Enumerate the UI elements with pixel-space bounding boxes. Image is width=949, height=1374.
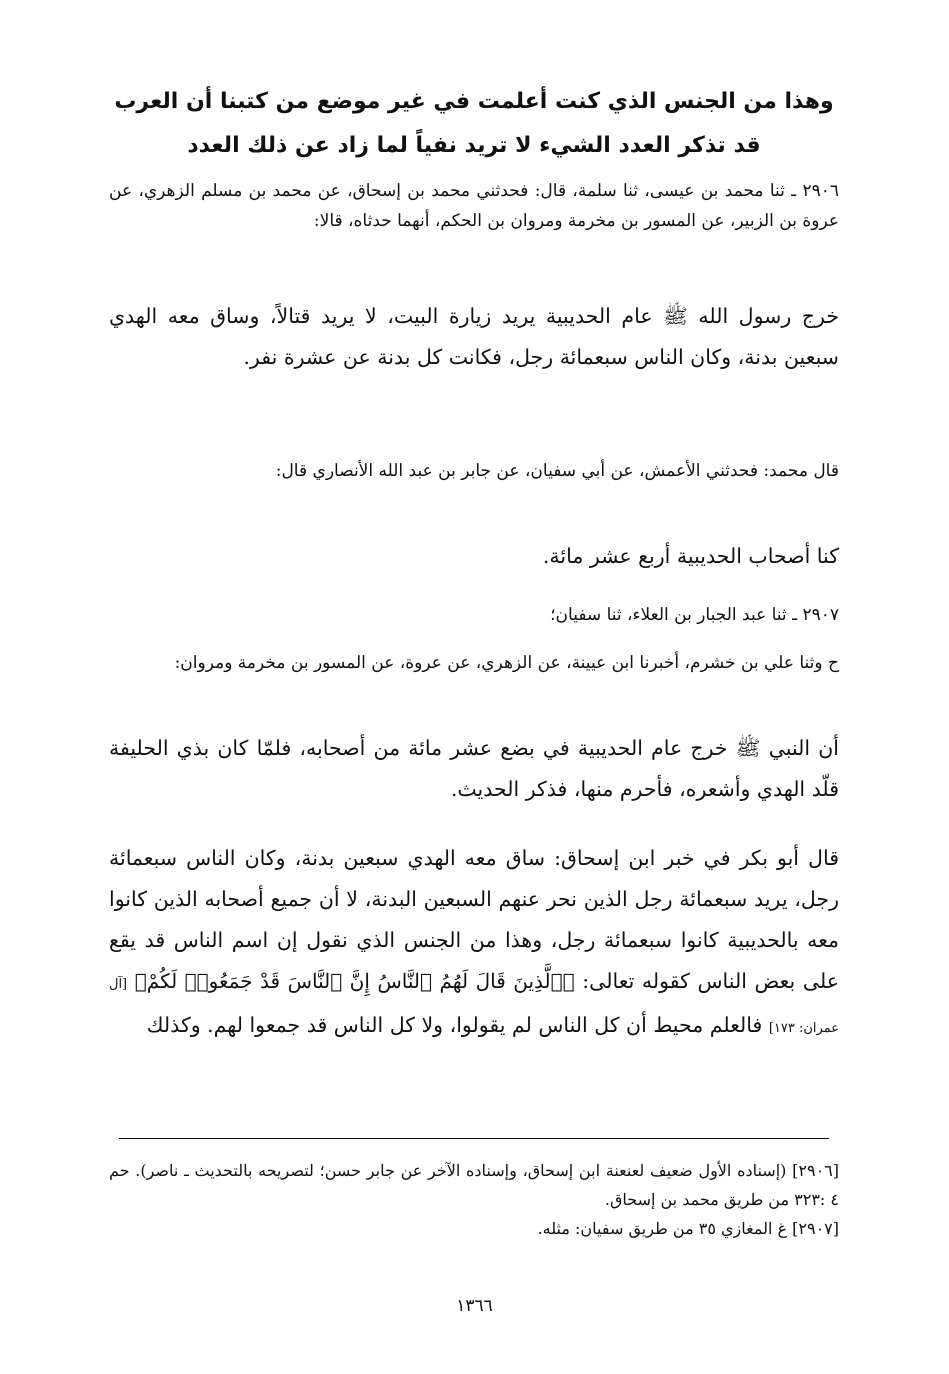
footnote-2907: [٢٩٠٧] غ المغازي ٣٥ من طريق سفيان: مثله. bbox=[537, 1219, 839, 1238]
hadith-2907-matn: أن النبي ﷺ خرج عام الحديبية في بضع عشر مائة من أصحابه، فلمّا كان بذي الحليفة قلّد الهدي وأشعره، فأحرم منها، فذكر الحديث. bbox=[109, 736, 839, 801]
hadith-number: ٢٩٠٦ bbox=[802, 181, 840, 201]
hadith-2906-matn: خرج رسول الله ﷺ عام الحديبية يريد زيارة البيت، لا يريد قتالاً، وساق معه الهدي سبعين بدنة، وكان الناس سبعمائة رجل، فكانت كل بدنة عن عشرة نفر. bbox=[109, 304, 839, 369]
footnote-2906: [٢٩٠٦] (إسناده الأول ضعيف لعنعنة ابن إسحاق، وإسناده الآخر عن جابر حسن؛ لتصريحه بالتحديث ـ ناصر). حم ٤ :٣٢٣ من طريق محمد بن إسحاق. bbox=[109, 1161, 839, 1209]
isnad-text: ـ ثنا محمد بن عيسى، ثنا سلمة، قال: فحدثني محمد بن إسحاق، عن محمد بن مسلم الزهري، عن عروة بن الزبير، عن المسور بن مخرمة ومروان بن الحكم، أنهما حدثاه، قالا: bbox=[109, 181, 839, 231]
hadith-2906-isnad-2: قال محمد: فحدثني الأعمش، عن أبي سفيان، عن جابر بن عبد الله الأنصاري قال: bbox=[275, 461, 839, 481]
verse-reference: [آل عمران: ١٧٣] bbox=[109, 977, 839, 1036]
commentary-text-end: فالعلم محيط أن كل الناس لم يقولوا، ولا كل الناس قد جمعوا لهم. وكذلك bbox=[146, 1013, 763, 1037]
isnad-text: ـ ثنا عبد الجبار بن العلاء، ثنا سفيان؛ bbox=[550, 605, 798, 625]
footnotes bbox=[109, 1156, 839, 1243]
hadith-number: ٢٩٠٧ bbox=[802, 605, 839, 625]
hadith-2906-matn-2: كنا أصحاب الحديبية أربع عشر مائة. bbox=[542, 544, 839, 568]
hadith-2907-isnad bbox=[109, 600, 839, 630]
hadith-2907-isnad-2: ح وثنا علي بن خشرم، أخبرنا ابن عيينة، عن الزهري، عن عروة، عن المسور بن مخرمة ومروان: bbox=[174, 653, 839, 673]
page-number: ١٣٦٦ bbox=[456, 1296, 493, 1316]
quran-verse: ﴿ٱلَّذِينَ قَالَ لَهُمُ ٱلنَّاسُ إِنَّ ٱلنَّاسَ قَدْ جَمَعُوا۟ لَكُمْ﴾ bbox=[134, 969, 575, 993]
footnote-divider bbox=[119, 1138, 829, 1139]
commentary-text: قال أبو بكر في خبر ابن إسحاق: ساق معه الهدي سبعين بدنة، وكان الناس سبعمائة رجل، يريد سبعمائة رجل الذين نحر عنهم السبعين البدنة، لا أن جميع أصحابه الذين كانوا معه بالحديبية كانوا سبعمائة رجل، وهذا من الجنس الذي نقول إن اسم الناس قد يقع على بعض الناس كقوله تعالى: bbox=[109, 846, 839, 993]
chapter-heading: وهذا من الجنس الذي كنت أعلمت في غير موضع من كتبنا أن العرب قد تذكر العدد الشيء لا تريد نفياً لما زاد عن ذلك العدد bbox=[114, 89, 834, 158]
commentary bbox=[109, 838, 839, 1049]
hadith-2906-isnad bbox=[109, 176, 839, 236]
